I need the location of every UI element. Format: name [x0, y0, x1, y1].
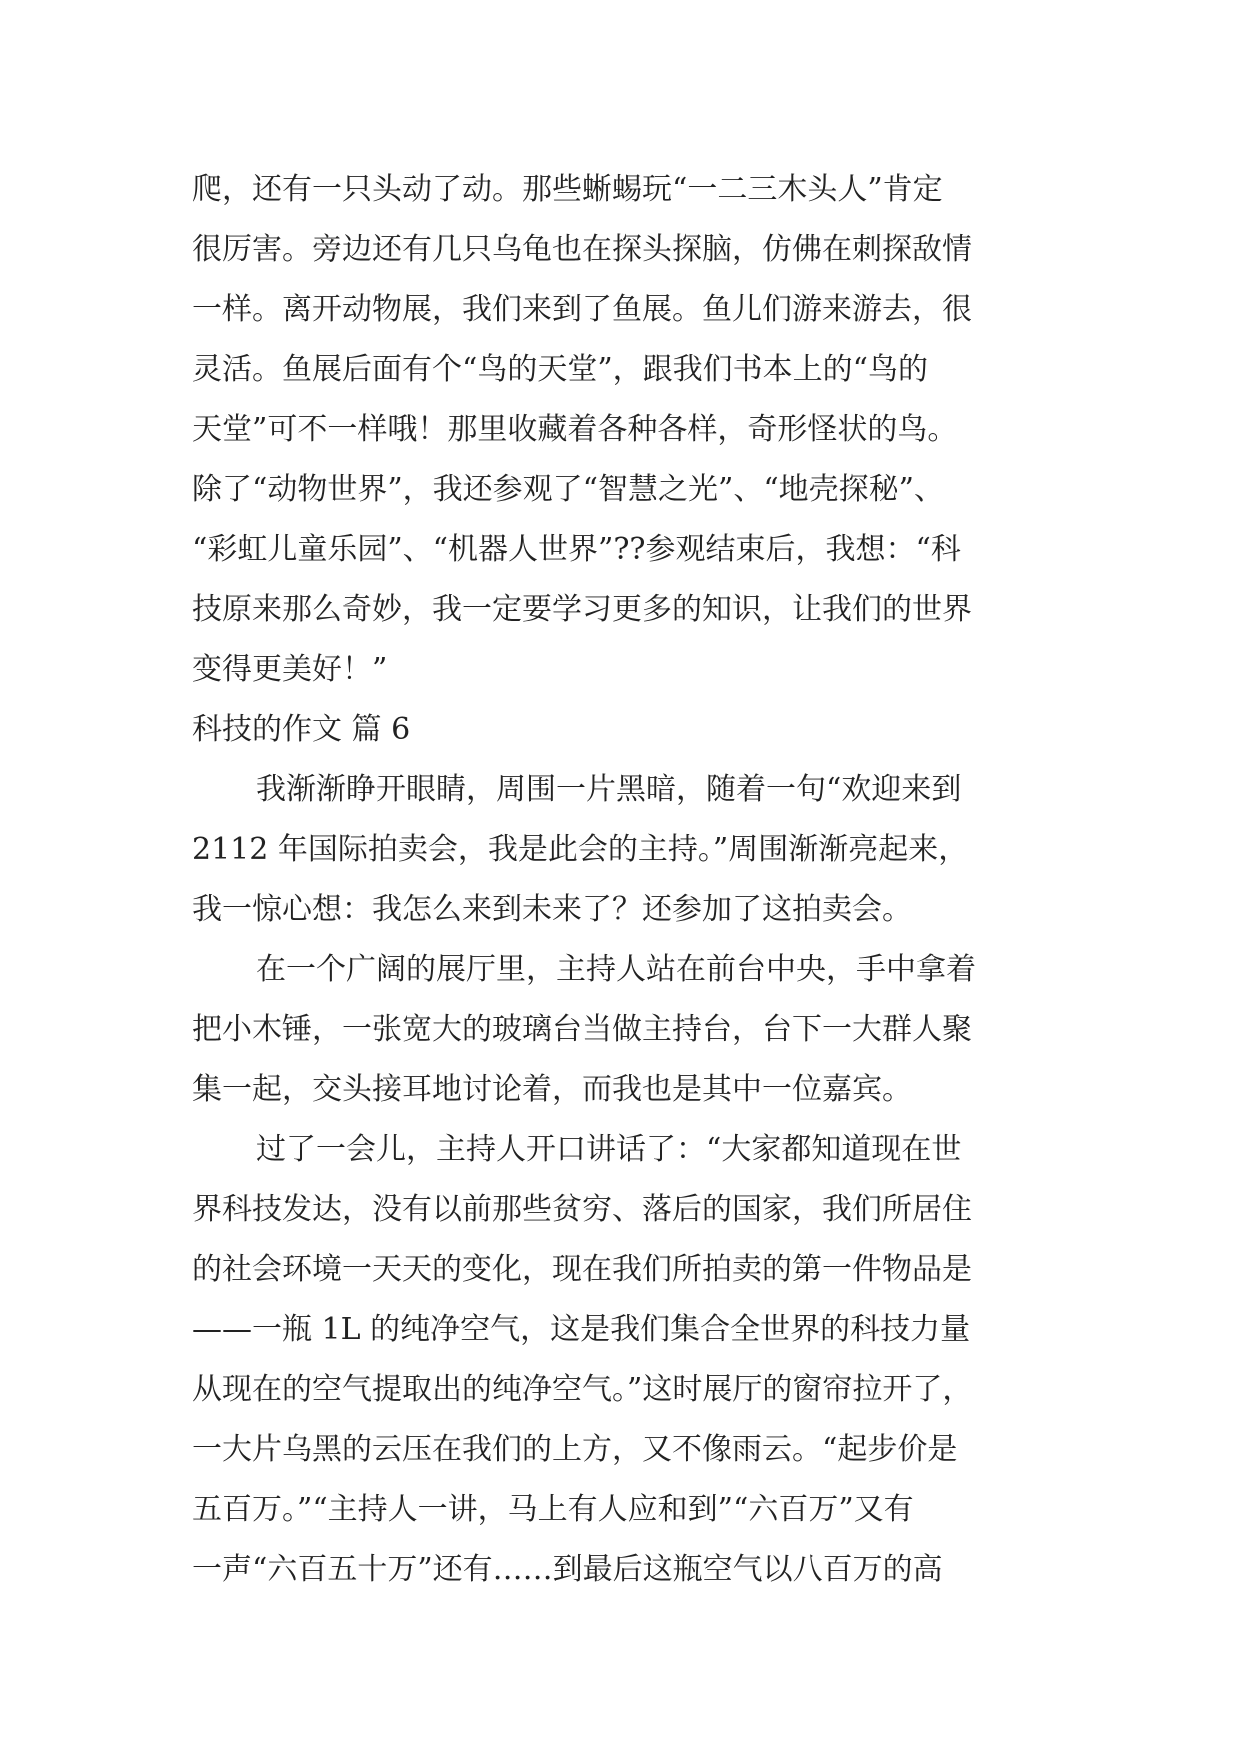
text-line: 变得更美好！” — [192, 652, 388, 687]
text-line: 界科技发达，没有以前那些贫穷、落后的国家，我们所居住 — [192, 1192, 972, 1227]
text-line: 集一起，交头接耳地讨论着，而我也是其中一位嘉宾。 — [192, 1072, 912, 1107]
text-line: 2112 年国际拍卖会，我是此会的主持。”周围渐渐亮起来， — [192, 832, 969, 867]
text-line: 很厉害。旁边还有几只乌龟也在探头探脑，仿佛在刺探敌情 — [192, 232, 972, 267]
text-line: 我一惊心想：我怎么来到未来了？还参加了这拍卖会。 — [192, 892, 912, 927]
text-line: 在一个广阔的展厅里，主持人站在前台中央，手中拿着 — [256, 952, 976, 987]
text-line: 五百万。”“主持人一讲，马上有人应和到”“六百万”又有 — [192, 1492, 914, 1527]
text-line: “彩虹儿童乐园”、“机器人世界”??参观结束后，我想：“科 — [192, 532, 961, 567]
text-line: 把小木锤，一张宽大的玻璃台当做主持台，台下一大群人聚 — [192, 1012, 972, 1047]
text-line: 爬，还有一只头动了动。那些蜥蜴玩“一二三木头人”肯定 — [192, 172, 943, 207]
text-line: 除了“动物世界”，我还参观了“智慧之光”、“地壳探秘”、 — [192, 472, 945, 507]
text-line: 一大片乌黑的云压在我们的上方，又不像雨云。“起步价是 — [192, 1432, 958, 1467]
text-line: 技原来那么奇妙，我一定要学习更多的知识，让我们的世界 — [192, 592, 972, 627]
section-heading: 科技的作文 篇 6 — [192, 712, 411, 747]
text-line: 天堂”可不一样哦！那里收藏着各种各样，奇形怪状的鸟。 — [192, 412, 958, 447]
text-line: 的社会环境一天天的变化，现在我们所拍卖的第一件物品是 — [192, 1252, 972, 1287]
text-line: 一样。离开动物展，我们来到了鱼展。鱼儿们游来游去，很 — [192, 292, 972, 327]
text-line: 灵活。鱼展后面有个“鸟的天堂”，跟我们书本上的“鸟的 — [192, 352, 929, 387]
text-line: 过了一会儿，主持人开口讲话了：“大家都知道现在世 — [256, 1132, 962, 1167]
text-line: 一声“六百五十万”还有……到最后这瓶空气以八百万的高 — [192, 1552, 943, 1587]
text-line: 从现在的空气提取出的纯净空气。”这时展厅的窗帘拉开了， — [192, 1372, 973, 1407]
text-line: 我渐渐睁开眼睛，周围一片黑暗，随着一句“欢迎来到 — [256, 772, 962, 807]
essay-text — [192, 160, 1062, 1600]
text-line: ——一瓶 1L 的纯净空气，这是我们集合全世界的科技力量 — [192, 1312, 971, 1347]
